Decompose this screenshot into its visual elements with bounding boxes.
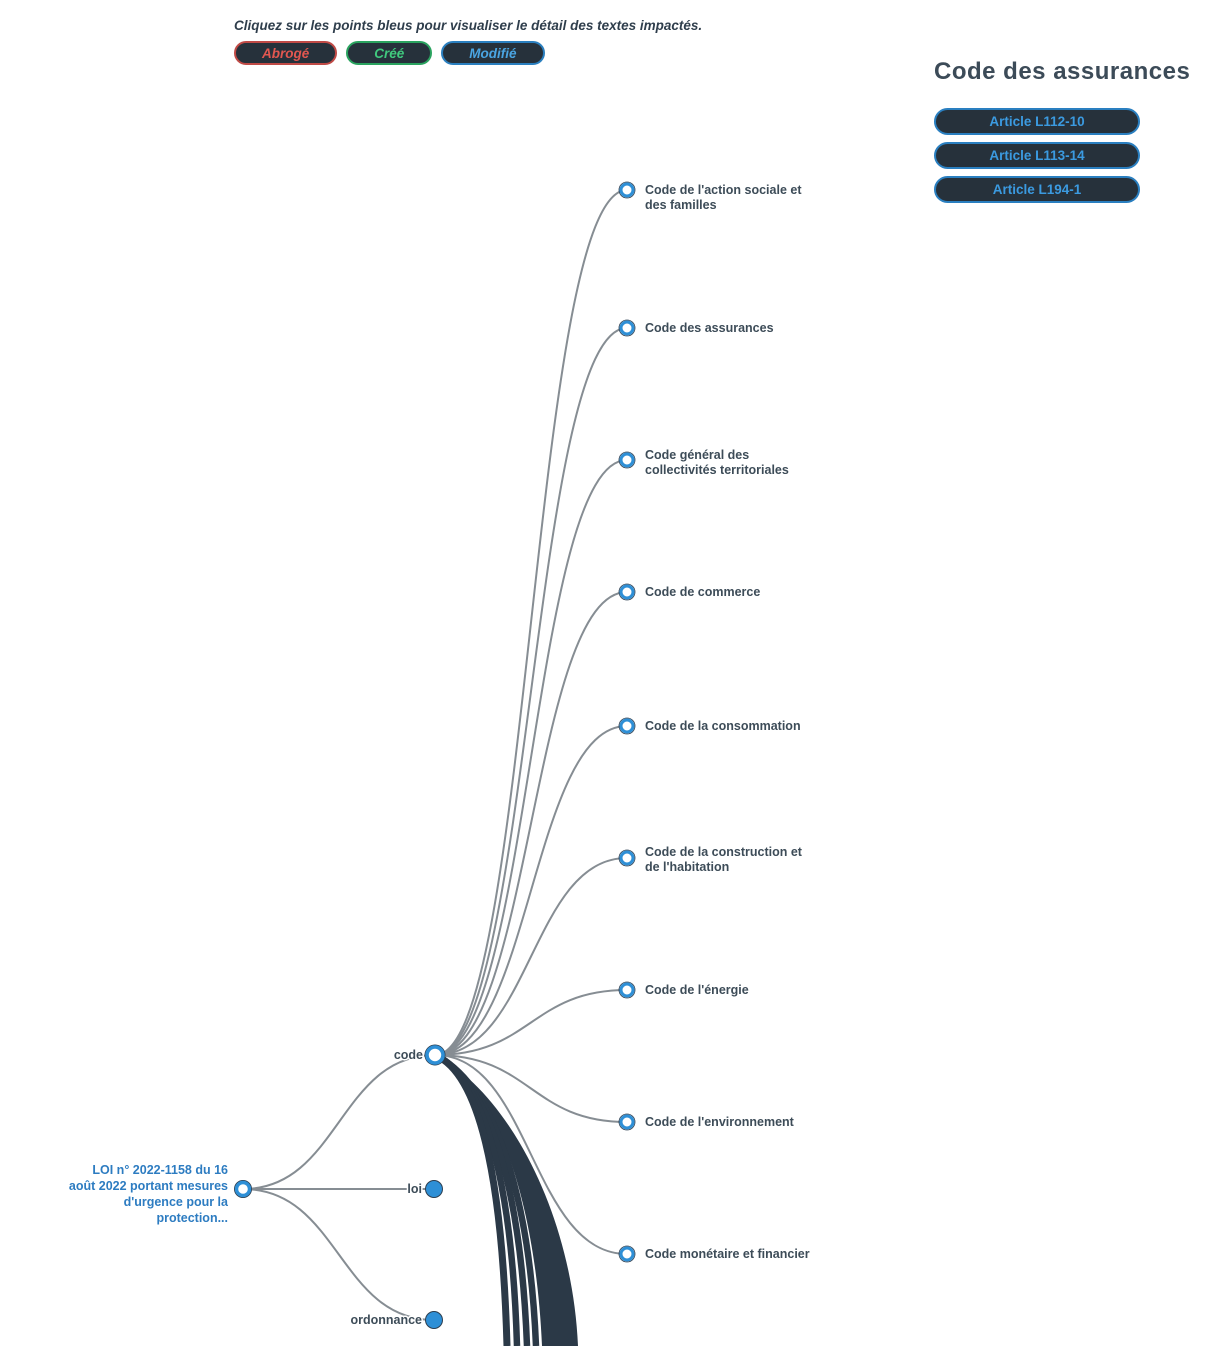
branch-label-ordonnance: ordonnance xyxy=(350,1313,422,1327)
leaf-label: Code de l'action sociale et xyxy=(645,183,802,197)
root-label-line: LOI n° 2022-1158 du 16 xyxy=(92,1163,228,1177)
article-button-l112-10[interactable]: Article L112-10 xyxy=(934,108,1140,135)
detail-panel-title: Code des assurances xyxy=(934,58,1191,85)
root-label xyxy=(69,1163,229,1225)
root-label-line: d'urgence pour la xyxy=(123,1195,228,1209)
leaf-label: Code de la consommation xyxy=(645,719,801,733)
leaf-circle-environnement[interactable] xyxy=(621,1116,633,1128)
leaf-label: Code général des xyxy=(645,448,750,462)
legend-pill-cree[interactable]: Créé xyxy=(346,41,432,65)
leaf-circle-consommation[interactable] xyxy=(621,720,633,732)
node-root-circle[interactable] xyxy=(237,1183,250,1196)
leaf-nodes xyxy=(619,182,635,1262)
edge-code-leaf xyxy=(435,328,627,1055)
leaf-labels xyxy=(645,183,810,1261)
edge-code-leaf xyxy=(435,726,627,1055)
edge-bundle-band xyxy=(435,1055,507,1346)
leaf-circle-assurances[interactable] xyxy=(621,322,633,334)
article-button-l194-1[interactable]: Article L194-1 xyxy=(934,176,1140,203)
root-label-line: protection... xyxy=(156,1211,228,1225)
branch-label-code: code xyxy=(393,1048,423,1062)
root-label-line: août 2022 portant mesures xyxy=(68,1179,228,1193)
instruction-text: Cliquez sur les points bleus pour visualiser le détail des textes impactés. xyxy=(234,18,703,33)
leaf-label: Code de la construction et xyxy=(645,845,802,859)
node-loi-circle[interactable] xyxy=(426,1181,443,1198)
edge-code-leaf xyxy=(435,460,627,1055)
legend-pill-modifie[interactable]: Modifié xyxy=(441,41,544,65)
branch-label-loi: loi xyxy=(407,1182,422,1196)
leaf-label: des familles xyxy=(645,198,717,212)
leaf-circle-action-sociale[interactable] xyxy=(621,184,633,196)
leaf-label: de l'habitation xyxy=(645,860,730,874)
leaf-circle-energie[interactable] xyxy=(621,984,633,996)
legend-pill-abroge[interactable]: Abrogé xyxy=(234,41,337,65)
edge-code-leaf xyxy=(435,190,627,1055)
edge-root-ordonnance xyxy=(243,1189,434,1320)
node-code[interactable] xyxy=(425,1045,445,1065)
leaf-circle-construction[interactable] xyxy=(621,852,633,864)
edge-code-leaf xyxy=(435,592,627,1055)
leaf-label: Code des assurances xyxy=(645,321,774,335)
leaf-label: Code de l'énergie xyxy=(645,983,749,997)
node-root[interactable] xyxy=(235,1181,252,1198)
leaf-circle-commerce[interactable] xyxy=(621,586,633,598)
leaf-circle-collectivites[interactable] xyxy=(621,454,633,466)
leaf-label: collectivités territoriales xyxy=(645,463,789,477)
article-button-l113-14[interactable]: Article L113-14 xyxy=(934,142,1140,169)
leaf-circle-monetaire[interactable] xyxy=(621,1248,633,1260)
edge-root-code xyxy=(243,1055,435,1189)
leaf-label: Code monétaire et financier xyxy=(645,1247,810,1261)
node-code-circle[interactable] xyxy=(427,1047,443,1063)
leaf-label: Code de l'environnement xyxy=(645,1115,794,1129)
leaf-label: Code de commerce xyxy=(645,585,761,599)
node-ordonnance-circle[interactable] xyxy=(426,1312,443,1329)
